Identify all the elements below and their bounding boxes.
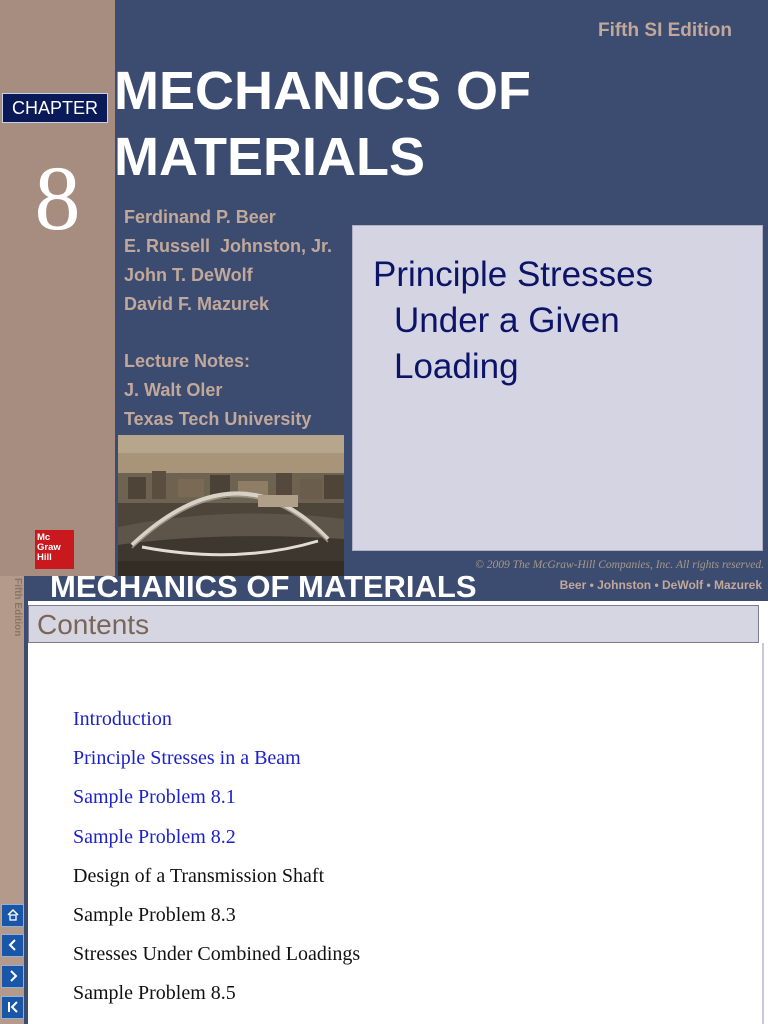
chapter-topic-box xyxy=(352,225,763,551)
previous-slide-button[interactable] xyxy=(1,934,24,957)
next-slide-button[interactable] xyxy=(1,965,24,988)
logo-text: Hill xyxy=(37,552,52,563)
edition-label: Fifth SI Edition xyxy=(597,20,732,41)
logo-text: Mc xyxy=(37,532,51,543)
section-title: Contents xyxy=(37,609,150,640)
lecturer-name: J. Walt Oler xyxy=(124,380,223,400)
section-title-bar xyxy=(28,605,759,643)
bridge-photo xyxy=(118,435,344,576)
chapter-topic-line3: Loading xyxy=(394,347,519,386)
contents-list xyxy=(73,700,360,1014)
header-title: MECHANICS OF MATERIALS xyxy=(50,569,477,604)
left-rail xyxy=(24,576,28,1024)
edition-vertical-label: Fifth Edition xyxy=(12,578,23,637)
header-authors: Beer • Johnston • DeWolf • Mazurek xyxy=(559,578,762,592)
contents-item-sample-problem-8-5: Sample Problem 8.5 xyxy=(73,982,236,1005)
contents-item-transmission-shaft: Design of a Transmission Shaft xyxy=(73,864,325,887)
contents-slide xyxy=(0,569,768,1024)
first-icon xyxy=(6,1000,20,1014)
chapter-label: CHAPTER xyxy=(2,93,108,123)
author-name: John T. DeWolf xyxy=(124,265,253,285)
copyright-notice: © 2009 The McGraw-Hill Companies, Inc. All rights reserved. xyxy=(475,559,764,571)
first-slide-button[interactable] xyxy=(1,996,24,1019)
contents-link-sample-problem-8-1[interactable]: Sample Problem 8.1 xyxy=(73,786,236,809)
slide-header xyxy=(24,569,768,604)
left-color-strip xyxy=(0,0,115,576)
chapter-number: 8 xyxy=(34,147,81,249)
chapter-topic-line1: Principle Stresses xyxy=(373,255,654,294)
content-divider xyxy=(762,643,764,1024)
home-icon xyxy=(6,908,20,922)
previous-icon xyxy=(6,938,20,952)
next-icon xyxy=(6,969,20,983)
book-title xyxy=(114,58,531,190)
contents-link-sample-problem-8-2[interactable]: Sample Problem 8.2 xyxy=(73,825,236,848)
contents-link-principle-stresses-beam[interactable]: Principle Stresses in a Beam xyxy=(73,747,301,770)
logo-text: Graw xyxy=(37,542,61,553)
chapter-topic-line2: Under a Given xyxy=(394,301,620,340)
author-name: David F. Mazurek xyxy=(124,294,270,314)
university-name: Texas Tech University xyxy=(124,409,312,429)
contents-item-sample-problem-8-3: Sample Problem 8.3 xyxy=(73,904,236,927)
home-button[interactable] xyxy=(1,904,24,927)
chapter-topic xyxy=(373,252,653,390)
contents-item-combined-loadings: Stresses Under Combined Loadings xyxy=(73,943,361,966)
mcgraw-hill-logo xyxy=(35,530,74,569)
book-title-line2: MATERIALS xyxy=(114,127,425,187)
author-name: E. Russell Johnston, Jr. xyxy=(124,236,333,256)
book-title-line1: MECHANICS OF xyxy=(114,61,531,121)
author-list xyxy=(124,203,332,319)
contents-link-introduction[interactable]: Introduction xyxy=(73,708,172,730)
lecture-notes-credit xyxy=(124,347,311,434)
lecture-notes-label: Lecture Notes: xyxy=(124,351,251,371)
author-name: Ferdinand P. Beer xyxy=(124,207,276,227)
